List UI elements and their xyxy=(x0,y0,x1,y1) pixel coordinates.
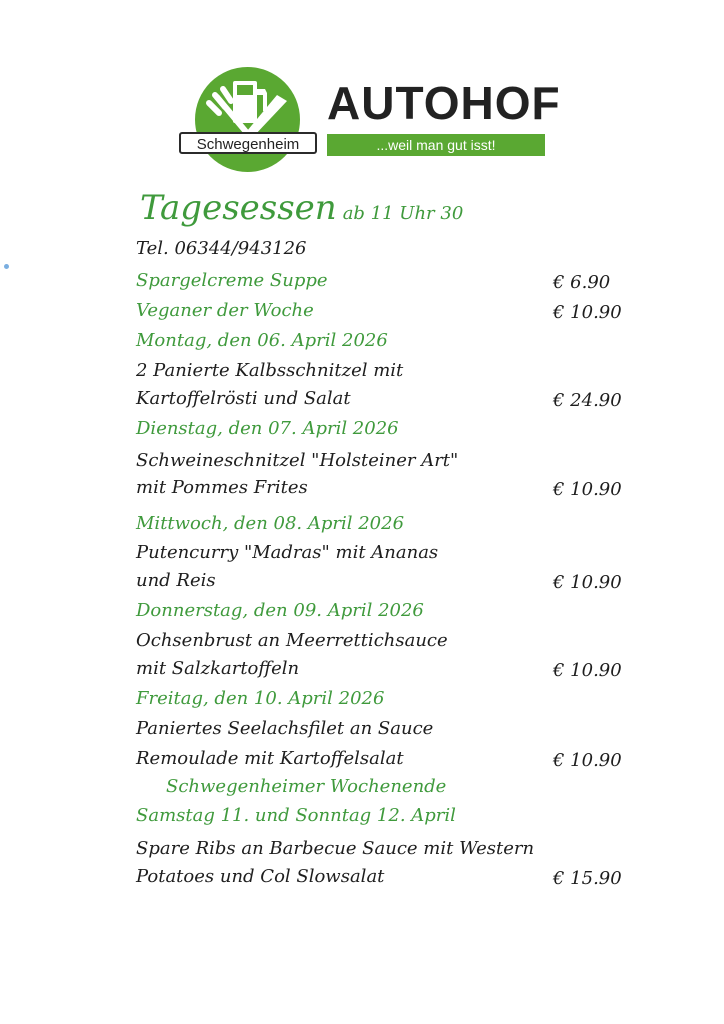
dish-price: € 15.90 xyxy=(553,868,622,889)
logo-circle xyxy=(195,67,300,172)
brand-title: AUTOHOF xyxy=(327,77,561,129)
special-name: Veganer der Woche xyxy=(136,300,314,321)
menu-heading xyxy=(140,188,463,228)
dish-line: und Reis xyxy=(136,570,216,591)
dish-line: Schweineschnitzel "Holsteiner Art" xyxy=(136,450,459,471)
logo-location-tag: Schwegenheim xyxy=(179,132,317,154)
day-heading: Mittwoch, den 08. April 2026 xyxy=(136,513,405,534)
dish-price: € 10.90 xyxy=(553,660,622,681)
special-price: € 10.90 xyxy=(553,302,622,323)
dish-line: Potatoes und Col Slowsalat xyxy=(136,866,385,887)
heading-title: Tagesessen xyxy=(140,188,337,228)
dish-line: Putencurry "Madras" mit Ananas xyxy=(136,542,439,563)
day-heading: Dienstag, den 07. April 2026 xyxy=(136,418,399,439)
day-heading: Freitag, den 10. April 2026 xyxy=(136,688,385,709)
autohof-logo xyxy=(175,62,561,172)
day-heading: Donnerstag, den 09. April 2026 xyxy=(136,600,424,621)
dish-line: mit Pommes Frites xyxy=(136,477,308,498)
weekend-title: Schwegenheimer Wochenende xyxy=(166,776,447,797)
dish-line: Spare Ribs an Barbecue Sauce mit Western xyxy=(136,838,535,859)
dish-price: € 24.90 xyxy=(553,390,622,411)
dish-line: Ochsenbrust an Meerrettichsauce xyxy=(136,630,448,651)
special-price: € 6.90 xyxy=(553,272,611,293)
dish-line: Remoulade mit Kartoffelsalat xyxy=(136,748,404,769)
special-name: Spargelcreme Suppe xyxy=(136,270,328,291)
dish-price: € 10.90 xyxy=(553,750,622,771)
dish-line: Paniertes Seelachsfilet an Sauce xyxy=(136,718,434,739)
dish-price: € 10.90 xyxy=(553,479,622,500)
dish-line: Kartoffelrösti und Salat xyxy=(136,388,351,409)
brand-slogan: ...weil man gut isst! xyxy=(327,134,545,156)
heading-time: ab 11 Uhr 30 xyxy=(342,203,464,224)
phone-number: Tel. 06344/943126 xyxy=(136,238,307,259)
scan-mark xyxy=(4,264,9,269)
dish-price: € 10.90 xyxy=(553,572,622,593)
dish-line: mit Salzkartoffeln xyxy=(136,658,300,679)
dish-line: 2 Panierte Kalbsschnitzel mit xyxy=(136,360,404,381)
day-heading: Montag, den 06. April 2026 xyxy=(136,330,388,351)
weekend-day: Samstag 11. und Sonntag 12. April xyxy=(136,805,456,826)
